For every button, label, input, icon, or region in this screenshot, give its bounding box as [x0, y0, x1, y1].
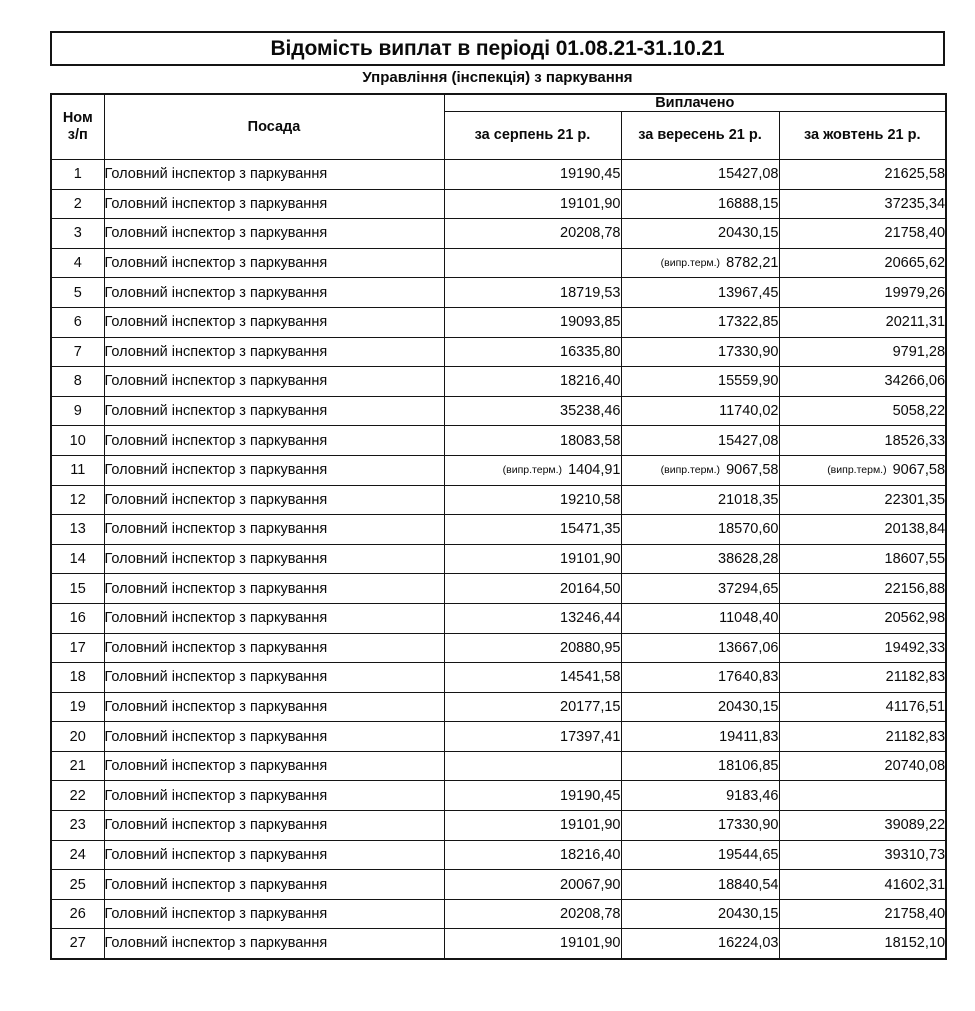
- row-position: Головний інспектор з паркування: [104, 781, 444, 811]
- row-number: 18: [51, 663, 104, 693]
- amount-september: [621, 751, 779, 781]
- amount-august: [444, 663, 621, 693]
- amount-august: [444, 455, 621, 485]
- table-row: [51, 929, 946, 959]
- amount-october-value: 20211,31: [885, 314, 946, 331]
- row-position: Головний інспектор з паркування: [104, 603, 444, 633]
- amount-august-value: 14541,58: [560, 669, 621, 686]
- table-row: [51, 189, 946, 219]
- row-position: Головний інспектор з паркування: [104, 396, 444, 426]
- correction-note: (випр.терм.): [660, 257, 721, 270]
- amount-august: [444, 396, 621, 426]
- amount-september: [621, 899, 779, 929]
- row-position: Головний інспектор з паркування: [104, 929, 444, 959]
- amount-september: [621, 692, 779, 722]
- amount-september: [621, 633, 779, 663]
- row-number: 26: [51, 899, 104, 929]
- amount-october: [779, 455, 946, 485]
- row-position: Головний інспектор з паркування: [104, 811, 444, 841]
- amount-august-value: 18216,40: [560, 373, 621, 390]
- amount-september-value: 20430,15: [718, 698, 779, 715]
- amount-september-value: 20430,15: [718, 906, 779, 923]
- table-row: [51, 870, 946, 900]
- table-row: [51, 367, 946, 397]
- row-number: 12: [51, 485, 104, 515]
- row-position: Головний інспектор з паркування: [104, 840, 444, 870]
- amount-october-value: 5058,22: [892, 403, 946, 420]
- amount-august-value: 20164,50: [560, 580, 621, 597]
- amount-september: [621, 307, 779, 337]
- amount-october-value: 41176,51: [885, 698, 946, 715]
- row-number: 6: [51, 307, 104, 337]
- amount-august: [444, 367, 621, 397]
- amount-october-value: 20665,62: [884, 255, 946, 272]
- row-number: 27: [51, 929, 104, 959]
- amount-september-value: 8782,21: [726, 255, 779, 272]
- amount-october-value: 22301,35: [884, 491, 946, 508]
- row-position: Головний інспектор з паркування: [104, 544, 444, 574]
- amount-august-value: 19101,90: [560, 551, 621, 568]
- row-number: 25: [51, 870, 104, 900]
- amount-october: [779, 840, 946, 870]
- amount-august-value: 19101,90: [560, 817, 621, 834]
- amount-october: [779, 574, 946, 604]
- amount-september: [621, 840, 779, 870]
- amount-september-value: 9183,46: [726, 787, 779, 804]
- amount-october: [779, 811, 946, 841]
- amount-august: [444, 899, 621, 929]
- amount-october: [779, 396, 946, 426]
- amount-october: [779, 278, 946, 308]
- table-row: [51, 899, 946, 929]
- table-row: [51, 426, 946, 456]
- table-row: [51, 663, 946, 693]
- amount-september-value: 21018,35: [718, 491, 779, 508]
- row-position: Головний інспектор з паркування: [104, 485, 444, 515]
- amount-october-value: 18526,33: [884, 432, 946, 449]
- amount-august-value: 19190,45: [560, 166, 621, 183]
- amount-august: [444, 426, 621, 456]
- amount-september-value: 11048,40: [719, 610, 779, 627]
- amount-october-value: 18607,55: [884, 551, 946, 568]
- amount-september-value: 17640,83: [718, 669, 779, 686]
- amount-august-value: 18083,58: [560, 432, 621, 449]
- amount-september-value: 19411,83: [719, 728, 779, 745]
- amount-september: [621, 574, 779, 604]
- amount-august: [444, 751, 621, 781]
- row-number: 20: [51, 722, 104, 752]
- table-header-row-primary: [51, 94, 946, 112]
- row-number: 3: [51, 219, 104, 249]
- amount-august-value: 16335,80: [560, 343, 621, 360]
- amount-september: [621, 515, 779, 545]
- table-row: [51, 248, 946, 278]
- amount-august-value: 18719,53: [560, 284, 621, 301]
- amount-september: [621, 248, 779, 278]
- amount-october: [779, 899, 946, 929]
- table-row: [51, 603, 946, 633]
- table-row: [51, 811, 946, 841]
- row-position: Головний інспектор з паркування: [104, 278, 444, 308]
- amount-october-value: 20562,98: [884, 610, 946, 627]
- table-row: [51, 840, 946, 870]
- row-position: Головний інспектор з паркування: [104, 189, 444, 219]
- amount-october-value: 21758,40: [884, 906, 946, 923]
- amount-august-value: 13246,44: [560, 610, 621, 627]
- row-position: Головний інспектор з паркування: [104, 515, 444, 545]
- amount-october: [779, 189, 946, 219]
- amount-september-value: 18106,85: [718, 758, 779, 775]
- correction-note: (випр.терм.): [502, 464, 563, 477]
- amount-september: [621, 722, 779, 752]
- table-row: [51, 515, 946, 545]
- row-position: Головний інспектор з паркування: [104, 248, 444, 278]
- amount-september-value: 15427,08: [718, 432, 779, 449]
- amount-october: [779, 485, 946, 515]
- amount-september: [621, 485, 779, 515]
- amount-august: [444, 574, 621, 604]
- row-number: 21: [51, 751, 104, 781]
- amount-september: [621, 426, 779, 456]
- amount-august: [444, 515, 621, 545]
- row-position: Головний інспектор з паркування: [104, 692, 444, 722]
- amount-august: [444, 219, 621, 249]
- row-position: Головний інспектор з паркування: [104, 455, 444, 485]
- amount-october: [779, 219, 946, 249]
- amount-october-value: 18152,10: [884, 935, 946, 952]
- amount-august: [444, 840, 621, 870]
- amount-october: [779, 781, 946, 811]
- column-header-number: [51, 94, 104, 160]
- amount-august-value: 19210,58: [560, 491, 621, 508]
- column-header-month-september: за вересень 21 р.: [621, 112, 779, 160]
- amount-october: [779, 929, 946, 959]
- amount-august-value: 19101,90: [560, 195, 621, 212]
- table-row: [51, 219, 946, 249]
- amount-september: [621, 219, 779, 249]
- table-body: [51, 160, 946, 959]
- row-position: Головний інспектор з паркування: [104, 574, 444, 604]
- row-number: 23: [51, 811, 104, 841]
- amount-august: [444, 278, 621, 308]
- table-row: [51, 781, 946, 811]
- amount-august-value: 18216,40: [560, 846, 621, 863]
- amount-september-value: 13667,06: [718, 639, 779, 656]
- amount-october-value: 21182,83: [885, 728, 946, 745]
- row-number: 7: [51, 337, 104, 367]
- row-number: 16: [51, 603, 104, 633]
- amount-august: [444, 160, 621, 190]
- amount-october-value: 41602,31: [884, 876, 946, 893]
- row-number: 4: [51, 248, 104, 278]
- row-number: 9: [51, 396, 104, 426]
- amount-august: [444, 929, 621, 959]
- amount-october: [779, 515, 946, 545]
- column-header-month-august: за серпень 21 р.: [444, 112, 621, 160]
- amount-october: [779, 692, 946, 722]
- amount-october: [779, 367, 946, 397]
- table-row: [51, 485, 946, 515]
- table-row: [51, 455, 946, 485]
- row-number: 24: [51, 840, 104, 870]
- page-title: Відомість виплат в періоді 01.08.21-31.10.21: [270, 36, 725, 60]
- row-position: Головний інспектор з паркування: [104, 337, 444, 367]
- amount-september-value: 38628,28: [718, 551, 779, 568]
- correction-note: (випр.терм.): [827, 464, 887, 477]
- amount-august: [444, 544, 621, 574]
- amount-september: [621, 367, 779, 397]
- amount-october-value: 20740,08: [884, 758, 946, 775]
- amount-september: [621, 278, 779, 308]
- amount-august: [444, 633, 621, 663]
- amount-october-value: 19979,26: [884, 284, 946, 301]
- amount-october-value: 21182,83: [885, 669, 946, 686]
- row-position: Головний інспектор з паркування: [104, 426, 444, 456]
- amount-august-value: 17397,41: [560, 728, 621, 745]
- row-number: 15: [51, 574, 104, 604]
- amount-august: [444, 870, 621, 900]
- amount-october-value: 9791,28: [892, 343, 946, 360]
- amount-august: [444, 307, 621, 337]
- amount-september-value: 17330,90: [718, 343, 779, 360]
- amount-august-value: 35238,46: [560, 403, 621, 420]
- amount-august: [444, 722, 621, 752]
- amount-october: [779, 751, 946, 781]
- amount-october: [779, 426, 946, 456]
- amount-september: [621, 603, 779, 633]
- amount-september-value: 9067,58: [726, 462, 779, 479]
- row-position: Головний інспектор з паркування: [104, 722, 444, 752]
- row-position: Головний інспектор з паркування: [104, 870, 444, 900]
- amount-september-value: 18570,60: [718, 521, 779, 538]
- amount-october-value: 37235,34: [884, 195, 946, 212]
- amount-august-value: 20880,95: [560, 639, 621, 656]
- amount-september: [621, 870, 779, 900]
- amount-october-value: 34266,06: [884, 373, 946, 390]
- row-position: Головний інспектор з паркування: [104, 307, 444, 337]
- row-number: 10: [51, 426, 104, 456]
- column-header-paid-group: Виплачено: [444, 94, 946, 112]
- amount-october: [779, 603, 946, 633]
- amount-september-value: 20430,15: [718, 225, 779, 242]
- amount-september-value: 11740,02: [719, 403, 779, 420]
- amount-september: [621, 160, 779, 190]
- table-row: [51, 160, 946, 190]
- amount-october-value: 20138,84: [884, 521, 946, 538]
- amount-august: [444, 811, 621, 841]
- amount-august-value: 20208,78: [560, 225, 621, 242]
- amount-september-value: 16888,15: [718, 195, 779, 212]
- row-number: 19: [51, 692, 104, 722]
- row-number: 14: [51, 544, 104, 574]
- row-position: Головний інспектор з паркування: [104, 663, 444, 693]
- amount-august: [444, 603, 621, 633]
- amount-october: [779, 633, 946, 663]
- amount-october: [779, 248, 946, 278]
- amount-october: [779, 160, 946, 190]
- document-subtitle: Управління (інспекція) з паркування: [362, 69, 633, 86]
- table-row: [51, 722, 946, 752]
- document-title-box: [50, 31, 945, 66]
- amount-october-value: 39310,73: [884, 846, 946, 863]
- amount-september: [621, 337, 779, 367]
- row-position: Головний інспектор з паркування: [104, 219, 444, 249]
- table-row: [51, 307, 946, 337]
- amount-september: [621, 189, 779, 219]
- amount-october-value: 9067,58: [892, 462, 946, 479]
- row-position: Головний інспектор з паркування: [104, 633, 444, 663]
- amount-september-value: 16224,03: [718, 935, 779, 952]
- payments-table: [50, 93, 947, 960]
- amount-september: [621, 811, 779, 841]
- amount-september: [621, 781, 779, 811]
- row-position: Головний інспектор з паркування: [104, 367, 444, 397]
- table-row: [51, 278, 946, 308]
- column-header-position: Посада: [104, 94, 444, 160]
- amount-august-value: 1404,91: [568, 462, 621, 479]
- amount-august-value: 19101,90: [560, 935, 621, 952]
- column-header-number-line2: з/п: [67, 127, 88, 143]
- amount-august-value: 20177,15: [560, 698, 621, 715]
- amount-september: [621, 396, 779, 426]
- amount-september-value: 13967,45: [718, 284, 779, 301]
- row-position: Головний інспектор з паркування: [104, 160, 444, 190]
- payments-table-container: [50, 93, 945, 960]
- amount-september-value: 19544,65: [718, 846, 779, 863]
- row-number: 1: [51, 160, 104, 190]
- amount-october: [779, 337, 946, 367]
- amount-august: [444, 248, 621, 278]
- amount-october-value: 19492,33: [884, 639, 946, 656]
- amount-september: [621, 663, 779, 693]
- amount-september-value: 15427,08: [718, 166, 779, 183]
- table-row: [51, 692, 946, 722]
- table-row: [51, 574, 946, 604]
- amount-august: [444, 692, 621, 722]
- amount-august-value: 15471,35: [560, 521, 621, 538]
- table-row: [51, 633, 946, 663]
- row-number: 13: [51, 515, 104, 545]
- amount-september-value: 37294,65: [718, 580, 779, 597]
- column-header-month-october: за жовтень 21 р.: [779, 112, 946, 160]
- amount-october-value: 21758,40: [884, 225, 946, 242]
- amount-august: [444, 781, 621, 811]
- amount-august-value: 19093,85: [560, 314, 621, 331]
- amount-august-value: 19190,45: [560, 787, 621, 804]
- amount-october: [779, 663, 946, 693]
- column-header-number-line1: Ном: [62, 110, 93, 126]
- amount-august: [444, 337, 621, 367]
- amount-october: [779, 544, 946, 574]
- amount-september-value: 17330,90: [718, 817, 779, 834]
- amount-october-value: 39089,22: [884, 817, 946, 834]
- table-head: [51, 94, 946, 160]
- row-number: 8: [51, 367, 104, 397]
- amount-october-value: 21625,58: [884, 166, 946, 183]
- row-number: 2: [51, 189, 104, 219]
- amount-october: [779, 870, 946, 900]
- amount-september-value: 15559,90: [718, 373, 779, 390]
- amount-october: [779, 722, 946, 752]
- amount-august: [444, 189, 621, 219]
- amount-september: [621, 455, 779, 485]
- table-row: [51, 544, 946, 574]
- amount-october-value: 22156,88: [884, 580, 946, 597]
- row-number: 5: [51, 278, 104, 308]
- correction-note: (випр.терм.): [660, 464, 721, 477]
- row-number: 22: [51, 781, 104, 811]
- table-row: [51, 337, 946, 367]
- row-number: 17: [51, 633, 104, 663]
- table-row: [51, 396, 946, 426]
- amount-september: [621, 544, 779, 574]
- row-number: 11: [51, 455, 104, 485]
- row-position: Головний інспектор з паркування: [104, 751, 444, 781]
- amount-august-value: 20067,90: [560, 876, 621, 893]
- table-row: [51, 751, 946, 781]
- amount-october: [779, 307, 946, 337]
- row-position: Головний інспектор з паркування: [104, 899, 444, 929]
- amount-september-value: 17322,85: [718, 314, 779, 331]
- amount-august: [444, 485, 621, 515]
- amount-september-value: 18840,54: [718, 876, 779, 893]
- amount-august-value: 20208,78: [560, 906, 621, 923]
- amount-september: [621, 929, 779, 959]
